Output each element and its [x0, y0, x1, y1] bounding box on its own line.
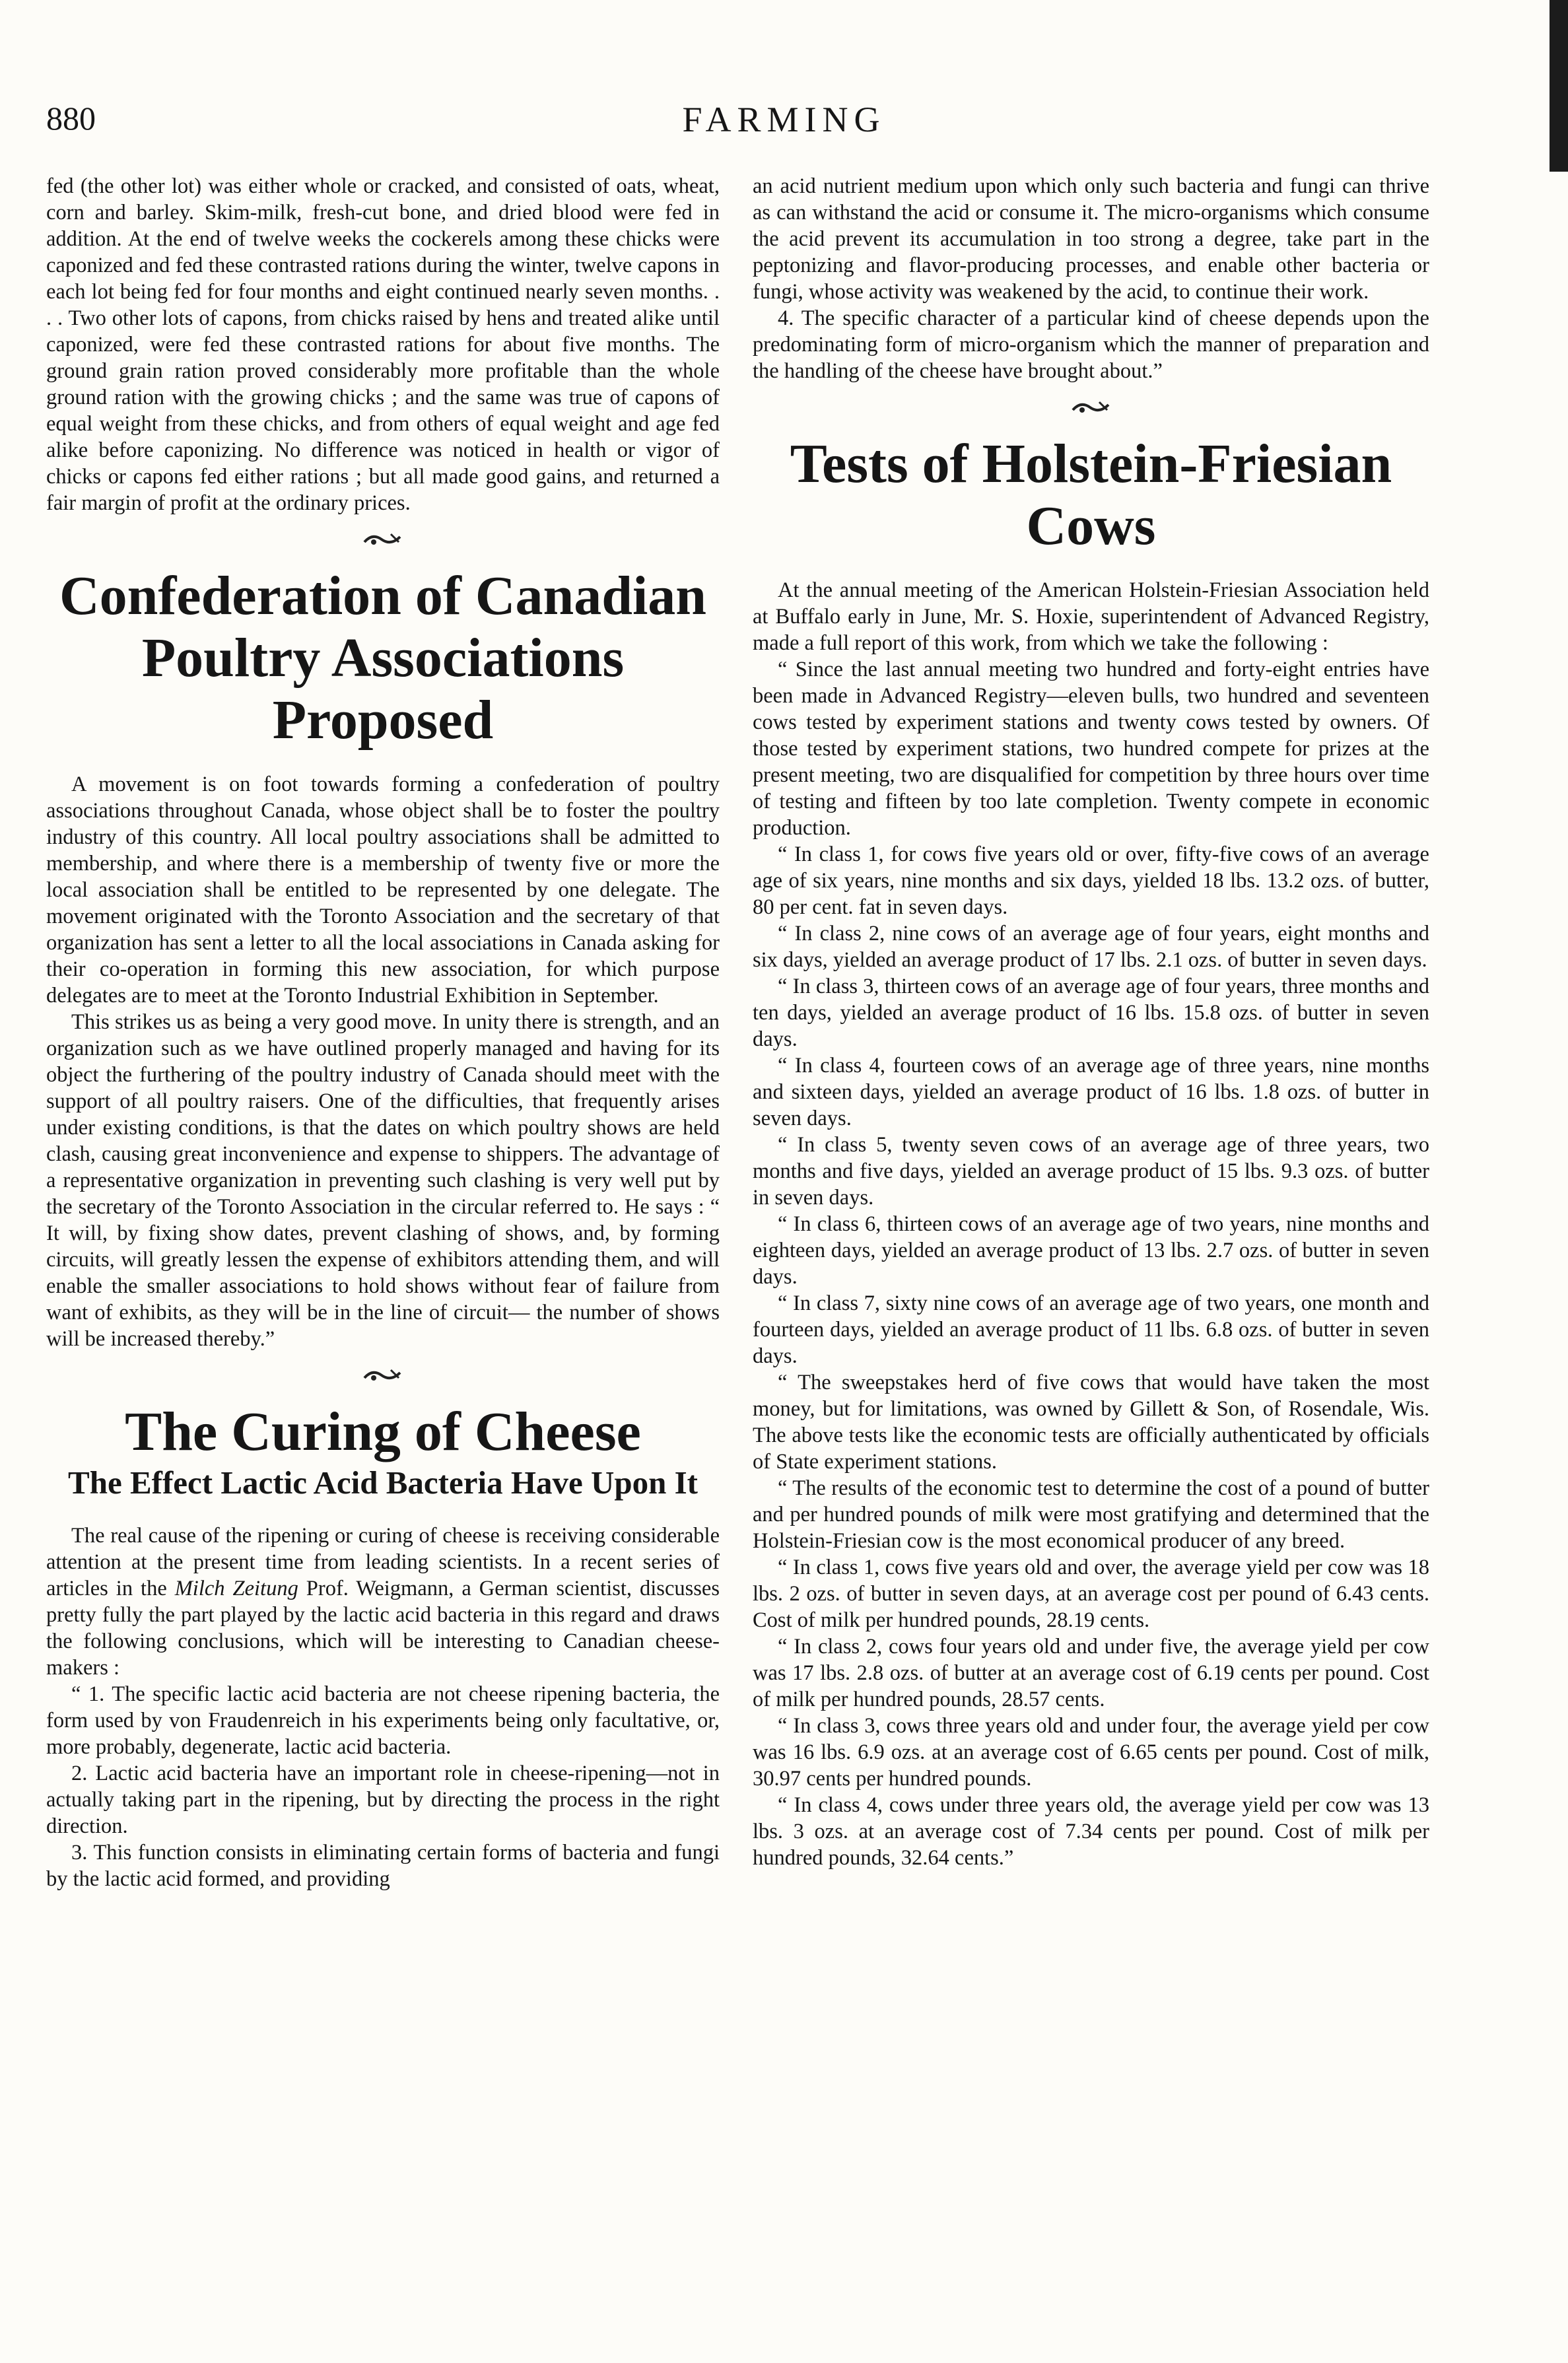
ornament-icon: [362, 1366, 404, 1385]
conclusion-item: “ 1. The specific lactic acid bacteria are not cheese ripening bacteria, the form used by von Fraudenreich in his experiments being only facultative, or, more probably, degenerate, lactic acid bacteria.: [46, 1682, 720, 1759]
article-paragraph: “ The results of the economic test to determine the cost of a pound of butter and per hundred pounds of milk were most gratifying and determined that the Holstein-Friesian cow is the most economical producer of any breed.: [753, 1476, 1429, 1553]
article-paragraph: “ In class 2, cows four years old and under five, the average yield per cow was 17 lbs. 2.8 ozs. of butter at an average cost of 6.19 cents per pound. Cost of milk per hundred pounds, 28.57 cents.: [753, 1635, 1429, 1711]
ornament-icon: [362, 530, 404, 549]
article-paragraph: [46, 1523, 720, 1681]
article-paragraph: “ In class 5, twenty seven cows of an average age of three years, two months and five days, yielded an average product of 15 lbs. 9.3 ozs. of butter in seven days.: [753, 1133, 1429, 1210]
article-title-curing: The Curing of Cheese: [125, 1401, 641, 1462]
article-paragraph: “ In class 4, cows under three years old, the average yield per cow was 13 lbs. 3 ozs. at an average cost of 7.34 cents per pound. Cost of milk per hundred pounds, 32.64 cents.”: [753, 1793, 1429, 1870]
conclusion-item: 2. Lactic acid bacteria have an important role in cheese-ripening—not in actually taking part in the ripening, but by directing the process in the right direction.: [46, 1762, 720, 1838]
article-title-holstein: Tests of Holstein-Friesian Cows: [790, 433, 1392, 557]
article-subtitle-curing: The Effect Lactic Acid Bacteria Have Upon It: [68, 1464, 698, 1501]
article-paragraph: “ In class 1, for cows five years old or over, fifty-five cows of an average age of six years, nine months and six days, yielded 18 lbs. 13.2 ozs. of butter, 80 per cent. fat in seven days.: [753, 842, 1429, 919]
article-title-confederation: Confederation of Canadian Poultry Associations Proposed: [59, 565, 707, 751]
ornament-icon: [1070, 398, 1112, 417]
article-paragraph: “ The sweepstakes herd of five cows that would have taken the most money, but for limitations, was owned by Gillett & Son, of Rosendale, Wis. The above tests like the economic tests are officially authenticated by officials of State experiment stations.: [753, 1371, 1429, 1474]
article-paragraph: “ In class 1, cows five years old and over, the average yield per cow was 18 lbs. 2 ozs. of butter in seven days, at an average cost per pound of 6.43 cents. Cost of milk per hundred pounds, 28.19 cents.: [753, 1556, 1429, 1632]
conclusion-item: an acid nutrient medium upon which only such bacteria and fungi can thrive as can withstand the acid or consume it. The micro-organisms which consume the acid prevent its accumulation in too strong a degree, take part in the peptonizing and flavor-producing processes, and enable other bacteria or fungi, whose activity was weakened by the acid, to continue their work.: [753, 174, 1429, 304]
article-paragraph: This strikes us as being a very good move. In unity there is strength, and an organization such as we have outlined properly managed and having for its object the furthering of the poultry industry of Canada should meet with the support of all poultry raisers. One of the difficulties, that frequently arises under existing conditions, is that the dates on which poultry shows are held clash, causing great inconvenience and expense to shippers. The advantage of a representative organization in preventing such clashing is very well put by the secretary of the Toronto Association in the circular referred to. He says : “ It will, by fixing show dates, prevent clashing of shows, and, by forming circuits, will greatly lessen the expense of exhibitors attending them, and will enable the smaller associations to hold shows without fear of failure from want of exhibits, as they will be in the line of circuit— the number of shows will be increased thereby.”: [46, 1010, 720, 1351]
article-paragraph: At the annual meeting of the American Holstein-Friesian Association held at Buffalo early in June, Mr. S. Hoxie, superintendent of Advanced Registry, made a full report of this work, from which we take the following :: [753, 578, 1429, 655]
left-column: [46, 173, 720, 1892]
article-heading: [753, 430, 1429, 577]
article-paragraph: “ In class 3, cows three years old and under four, the average yield per cow was 16 lbs. 6.9 ozs. at an average cost of 6.65 cents per pound. Cost of milk, 30.97 cents per hundred pounds.: [753, 1714, 1429, 1791]
article-paragraph: “ Since the last annual meeting two hundred and forty-eight entries have been made in Advanced Registry—eleven bulls, two hundred and seventeen cows tested by experiment stations and twenty cows tested by owners. Of those tested by experiment stations, two hundred compete for prizes at the present meeting, two are disqualified for competition by three hours over time of testing and fifteen by too late completion. Twenty compete in economic production.: [753, 658, 1429, 840]
right-column: [753, 173, 1429, 1871]
section-divider: [753, 384, 1429, 430]
article-paragraph: “ In class 2, nine cows of an average age of four years, eight months and six days, yielded an average product of 17 lbs. 2.1 ozs. of butter in seven days.: [753, 922, 1429, 972]
page-number: 880: [46, 100, 96, 137]
intro-after: Prof. Weigmann, a German scientist, discusses pretty fully the part played by the lactic acid bacteria in this regard and draws the following conclusions, which will be interesting to Canadian cheese-makers :: [46, 1577, 720, 1680]
intro-before: The real cause of the ripening or curing of cheese is receiving considerable attention at the present time from leading scientists. In a recent series of articles in the: [46, 1524, 720, 1600]
conclusion-item: 3. This function consists in eliminating certain forms of bacteria and fungi by the lactic acid formed, and providing: [46, 1841, 720, 1891]
publication-name: Milch Zeitung: [174, 1577, 298, 1600]
section-divider: [46, 516, 720, 563]
article-paragraph: A movement is on foot towards forming a confederation of poultry associations throughout Canada, whose object shall be to foster the poultry industry of this country. All local poultry associations shall be admitted to membership, and where there is a membership of twenty five or more the local association shall be entitled to be represented by one delegate. The movement originated with the Toronto Association and the secretary of that organization has sent a letter to all the local associations in Canada asking for their co-operation in forming this new association, for which purpose delegates are to meet at the Toronto Industrial Exhibition in September.: [46, 772, 720, 1008]
article-heading: [46, 1398, 720, 1523]
journal-title: FARMING: [682, 100, 886, 139]
article-paragraph: “ In class 6, thirteen cows of an average age of two years, nine months and eighteen days, yielded an average product of 13 lbs. 2.7 ozs. of butter in seven days.: [753, 1212, 1429, 1289]
article-heading: [46, 563, 720, 771]
conclusion-item: 4. The specific character of a particular kind of cheese depends upon the predominating form of micro-organism which the manner of preparation and the handling of the cheese have brought about.”: [753, 306, 1429, 383]
poultry-continuation: fed (the other lot) was either whole or cracked, and consisted of oats, wheat, corn and barley. Skim-milk, fresh-cut bone, and dried blood were fed in addition. At the end of twelve weeks the cockerels among these chicks were caponized and fed these contrasted rations during the winter, twelve capons in each lot being fed for four months and eight continued nearly seven months. . . . Two other lots of capons, from chicks raised by hens and treated alike until caponized, were fed these contrasted rations for about five months. The ground grain ration proved considerably more profitable than the whole ground ration with the growing chicks ; and the same was true of capons of equal weight from these chicks, and from others of equal weight and age fed alike before caponizing. No difference was noticed in health or vigor of chicks or capons fed either rations ; but all made good gains, and returned a fair margin of profit at the ordinary prices.: [46, 174, 720, 515]
running-head: [0, 99, 1568, 152]
article-paragraph: “ In class 4, fourteen cows of an average age of three years, nine months and sixteen days, yielded an average product of 16 lbs. 1.8 ozs. of butter in seven days.: [753, 1054, 1429, 1130]
section-divider: [46, 1352, 720, 1398]
article-paragraph: “ In class 3, thirteen cows of an average age of four years, three months and ten days, yielded an average product of 16 lbs. 15.8 ozs. of butter in seven days.: [753, 975, 1429, 1051]
article-paragraph: “ In class 7, sixty nine cows of an average age of two years, one month and fourteen days, yielded an average product of 11 lbs. 6.8 ozs. of butter in seven days.: [753, 1291, 1429, 1368]
